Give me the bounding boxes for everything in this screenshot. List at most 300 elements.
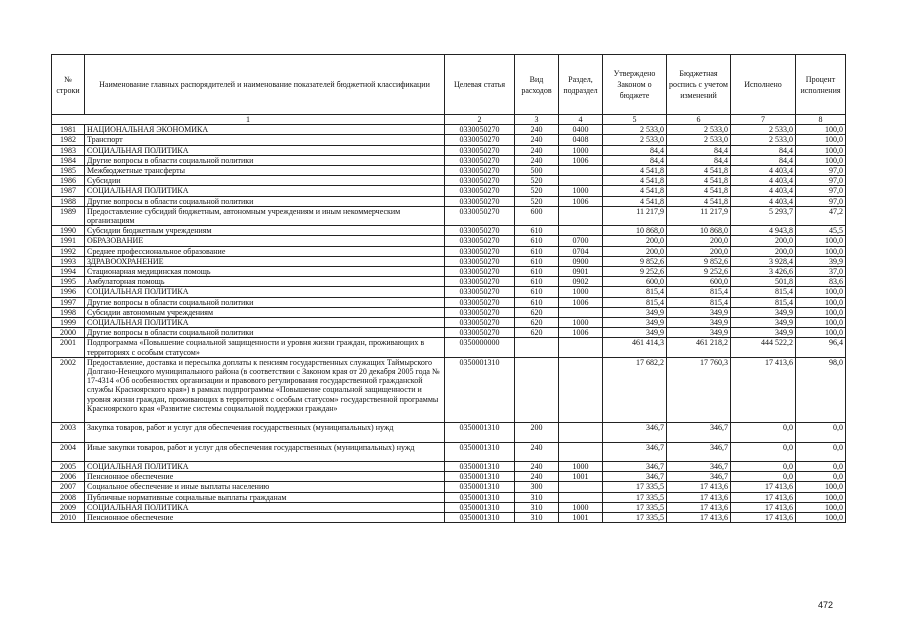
table-row: [52, 482, 846, 492]
row-target-cell: 0330050270: [445, 145, 515, 155]
row-approved-cell: 2 533,0: [603, 125, 667, 135]
row-target-cell: 0330050270: [445, 125, 515, 135]
row-target-cell: 0350001310: [445, 462, 515, 472]
row-percent-cell: 100,0: [796, 145, 846, 155]
row-target-cell: 0330050270: [445, 226, 515, 236]
row-percent-cell: 100,0: [796, 287, 846, 297]
row-target-cell: 0330050270: [445, 155, 515, 165]
row-approved-cell: 17 335,5: [603, 502, 667, 512]
row-list-cell: 4 541,8: [667, 196, 731, 206]
row-number-cell: 1986: [52, 176, 85, 186]
row-approved-cell: 200,0: [603, 236, 667, 246]
row-number-cell: 1982: [52, 135, 85, 145]
row-name-cell: Транспорт: [85, 135, 445, 145]
row-number-cell: 1983: [52, 145, 85, 155]
row-percent-cell: 45,5: [796, 226, 846, 236]
row-section-cell: [559, 357, 603, 422]
table-row: [52, 256, 846, 266]
row-number-cell: 2006: [52, 472, 85, 482]
column-number: 4: [559, 115, 603, 125]
row-name-cell: Стационарная медицинская помощь: [85, 267, 445, 277]
row-approved-cell: 346,7: [603, 423, 667, 442]
table-header: [52, 55, 846, 125]
row-type-cell: 240: [515, 442, 559, 461]
row-approved-cell: 815,4: [603, 297, 667, 307]
table-row: [52, 226, 846, 236]
row-name-cell: Подпрограмма «Повышение социальной защищенности и уровня жизни граждан, проживающих в территориях с особым статусом»: [85, 338, 445, 357]
row-number-cell: 2010: [52, 513, 85, 523]
row-executed-cell: 4 403,4: [731, 196, 796, 206]
table-row: [52, 206, 846, 225]
row-executed-cell: 815,4: [731, 297, 796, 307]
row-number-cell: 1988: [52, 196, 85, 206]
row-target-cell: 0330050270: [445, 307, 515, 317]
row-approved-cell: 84,4: [603, 155, 667, 165]
row-executed-cell: 84,4: [731, 145, 796, 155]
row-executed-cell: 17 413,6: [731, 482, 796, 492]
row-section-cell: [559, 166, 603, 176]
row-target-cell: 0330050270: [445, 318, 515, 328]
row-section-cell: [559, 492, 603, 502]
row-target-cell: 0330050270: [445, 256, 515, 266]
table-row: [52, 357, 846, 422]
row-name-cell: Пенсионное обеспечение: [85, 513, 445, 523]
row-percent-cell: 83,6: [796, 277, 846, 287]
row-target-cell: 0350001310: [445, 423, 515, 442]
row-section-cell: [559, 442, 603, 461]
row-percent-cell: 0,0: [796, 472, 846, 482]
row-name-cell: Предоставление субсидий бюджетным, автономным учреждениям и иным некоммерческим организациям: [85, 206, 445, 225]
row-list-cell: 11 217,9: [667, 206, 731, 225]
header-budget-list: Бюджетная роспись с учетом изменений: [667, 55, 731, 115]
row-name-cell: Предоставление, доставка и пересылка доплаты к пенсиям государственных служащих Таймырского Долгано-Ненецкого муниципального района (в соответствии с Законом края от 20 декабря 2005 года № 17-4314 «Об особенностях организации и правового регулирования государственной гражданской службы Красноярского края») в рамках подпрограммы «Повышение социальной защищенности и уровня жизни граждан, проживающих в территориях с особым статусом» государственной программы Красноярского края «Развитие системы социальной поддержки граждан»: [85, 357, 445, 422]
row-executed-cell: 0,0: [731, 472, 796, 482]
row-list-cell: 346,7: [667, 472, 731, 482]
row-list-cell: 4 541,8: [667, 176, 731, 186]
row-executed-cell: 4 403,4: [731, 176, 796, 186]
row-type-cell: 610: [515, 287, 559, 297]
row-number-cell: 1996: [52, 287, 85, 297]
row-number-cell: 2000: [52, 328, 85, 338]
row-executed-cell: 349,9: [731, 307, 796, 317]
row-approved-cell: 349,9: [603, 328, 667, 338]
row-list-cell: 2 533,0: [667, 135, 731, 145]
row-name-cell: Межбюджетные трансферты: [85, 166, 445, 176]
row-type-cell: 500: [515, 166, 559, 176]
row-section-cell: [559, 206, 603, 225]
table-row: [52, 328, 846, 338]
row-number-cell: 1987: [52, 186, 85, 196]
row-approved-cell: 4 541,8: [603, 166, 667, 176]
row-type-cell: 240: [515, 145, 559, 155]
row-target-cell: 0330050270: [445, 135, 515, 145]
column-number: 7: [731, 115, 796, 125]
row-list-cell: 200,0: [667, 236, 731, 246]
table-row: [52, 277, 846, 287]
row-list-cell: 346,7: [667, 423, 731, 442]
row-approved-cell: 10 868,0: [603, 226, 667, 236]
row-section-cell: 0700: [559, 236, 603, 246]
row-list-cell: 17 413,6: [667, 513, 731, 523]
header-section: Раздел, подраздел: [559, 55, 603, 115]
row-number-cell: 2005: [52, 462, 85, 472]
row-type-cell: 610: [515, 297, 559, 307]
row-section-cell: 1001: [559, 472, 603, 482]
header-percent: Процент исполнения: [796, 55, 846, 115]
row-percent-cell: 37,0: [796, 267, 846, 277]
row-section-cell: 1000: [559, 287, 603, 297]
row-approved-cell: 4 541,8: [603, 176, 667, 186]
row-type-cell: 520: [515, 196, 559, 206]
row-percent-cell: 97,0: [796, 196, 846, 206]
row-percent-cell: 100,0: [796, 246, 846, 256]
table-row: [52, 492, 846, 502]
row-number-cell: 1998: [52, 307, 85, 317]
row-target-cell: 0350001310: [445, 357, 515, 422]
row-number-cell: 2003: [52, 423, 85, 442]
row-percent-cell: 100,0: [796, 328, 846, 338]
header-expense-type: Вид расходов: [515, 55, 559, 115]
page-number: 472: [818, 600, 834, 610]
row-list-cell: 17 413,6: [667, 482, 731, 492]
row-section-cell: 1006: [559, 196, 603, 206]
row-target-cell: 0330050270: [445, 267, 515, 277]
row-percent-cell: 39,9: [796, 256, 846, 266]
table-row: [52, 287, 846, 297]
column-number: 1: [52, 115, 445, 125]
row-executed-cell: 4 403,4: [731, 186, 796, 196]
row-section-cell: 1000: [559, 318, 603, 328]
column-number: 6: [667, 115, 731, 125]
row-percent-cell: 47,2: [796, 206, 846, 225]
column-number: 5: [603, 115, 667, 125]
row-approved-cell: 461 414,3: [603, 338, 667, 357]
row-number-cell: 2008: [52, 492, 85, 502]
row-number-cell: 1994: [52, 267, 85, 277]
row-percent-cell: 100,0: [796, 297, 846, 307]
table-row: [52, 338, 846, 357]
budget-report-sheet: [51, 54, 845, 523]
row-number-cell: 1993: [52, 256, 85, 266]
table-row: [52, 246, 846, 256]
table-row: [52, 186, 846, 196]
row-approved-cell: 9 252,6: [603, 267, 667, 277]
row-type-cell: 200: [515, 423, 559, 442]
row-approved-cell: 815,4: [603, 287, 667, 297]
row-type-cell: 610: [515, 267, 559, 277]
row-executed-cell: 5 293,7: [731, 206, 796, 225]
header-approved: Утверждено Законом о бюджете: [603, 55, 667, 115]
row-approved-cell: 349,9: [603, 318, 667, 328]
row-name-cell: Субсидии автономным учреждениям: [85, 307, 445, 317]
row-percent-cell: 97,0: [796, 176, 846, 186]
row-number-cell: 2004: [52, 442, 85, 461]
row-section-cell: [559, 482, 603, 492]
row-target-cell: 0350001310: [445, 482, 515, 492]
row-executed-cell: 0,0: [731, 442, 796, 461]
row-number-cell: 1981: [52, 125, 85, 135]
row-target-cell: 0350001310: [445, 513, 515, 523]
row-name-cell: СОЦИАЛЬНАЯ ПОЛИТИКА: [85, 318, 445, 328]
row-list-cell: 17 413,6: [667, 492, 731, 502]
row-type-cell: 610: [515, 277, 559, 287]
row-approved-cell: 17 682,2: [603, 357, 667, 422]
row-list-cell: 349,9: [667, 307, 731, 317]
row-list-cell: 349,9: [667, 318, 731, 328]
row-name-cell: СОЦИАЛЬНАЯ ПОЛИТИКА: [85, 502, 445, 512]
row-section-cell: [559, 423, 603, 442]
row-percent-cell: 100,0: [796, 135, 846, 145]
row-approved-cell: 11 217,9: [603, 206, 667, 225]
row-target-cell: 0350001310: [445, 472, 515, 482]
row-percent-cell: 97,0: [796, 166, 846, 176]
row-target-cell: 0330050270: [445, 297, 515, 307]
row-section-cell: 1006: [559, 155, 603, 165]
row-executed-cell: 4 943,8: [731, 226, 796, 236]
row-type-cell: 610: [515, 256, 559, 266]
table-body: [52, 125, 846, 523]
row-list-cell: 4 541,8: [667, 166, 731, 176]
row-name-cell: СОЦИАЛЬНАЯ ПОЛИТИКА: [85, 287, 445, 297]
row-executed-cell: 3 928,4: [731, 256, 796, 266]
table-row: [52, 442, 846, 461]
row-target-cell: 0330050270: [445, 196, 515, 206]
row-number-cell: 1997: [52, 297, 85, 307]
row-approved-cell: 346,7: [603, 462, 667, 472]
row-target-cell: 0330050270: [445, 246, 515, 256]
row-section-cell: 1006: [559, 328, 603, 338]
table-row: [52, 236, 846, 246]
table-row: [52, 267, 846, 277]
row-executed-cell: 3 426,6: [731, 267, 796, 277]
row-approved-cell: 600,0: [603, 277, 667, 287]
row-name-cell: Иные закупки товаров, работ и услуг для обеспечения государственных (муниципальных) нужд: [85, 442, 445, 461]
row-section-cell: 0400: [559, 125, 603, 135]
row-type-cell: 240: [515, 155, 559, 165]
row-list-cell: 815,4: [667, 297, 731, 307]
row-executed-cell: 4 403,4: [731, 166, 796, 176]
row-percent-cell: 100,0: [796, 513, 846, 523]
row-percent-cell: 100,0: [796, 482, 846, 492]
row-type-cell: [515, 357, 559, 422]
row-list-cell: 346,7: [667, 462, 731, 472]
row-percent-cell: 100,0: [796, 236, 846, 246]
row-executed-cell: 200,0: [731, 246, 796, 256]
row-list-cell: 346,7: [667, 442, 731, 461]
row-executed-cell: 0,0: [731, 423, 796, 442]
row-approved-cell: 200,0: [603, 246, 667, 256]
column-number: 2: [445, 115, 515, 125]
row-name-cell: НАЦИОНАЛЬНАЯ ЭКОНОМИКА: [85, 125, 445, 135]
table-row: [52, 166, 846, 176]
row-list-cell: 815,4: [667, 287, 731, 297]
table-row: [52, 502, 846, 512]
row-section-cell: 1001: [559, 513, 603, 523]
row-section-cell: 1000: [559, 462, 603, 472]
row-name-cell: Публичные нормативные социальные выплаты гражданам: [85, 492, 445, 502]
row-list-cell: 9 252,6: [667, 267, 731, 277]
row-approved-cell: 4 541,8: [603, 186, 667, 196]
row-number-cell: 1984: [52, 155, 85, 165]
row-list-cell: 4 541,8: [667, 186, 731, 196]
row-target-cell: 0330050270: [445, 287, 515, 297]
row-type-cell: [515, 338, 559, 357]
row-executed-cell: 17 413,6: [731, 513, 796, 523]
row-percent-cell: 97,0: [796, 186, 846, 196]
row-executed-cell: 2 533,0: [731, 125, 796, 135]
table-row: [52, 155, 846, 165]
row-executed-cell: 2 533,0: [731, 135, 796, 145]
row-number-cell: 2009: [52, 502, 85, 512]
row-executed-cell: 17 413,6: [731, 502, 796, 512]
row-number-cell: 1999: [52, 318, 85, 328]
row-target-cell: 0330050270: [445, 277, 515, 287]
row-section-cell: [559, 176, 603, 186]
row-target-cell: 0330050270: [445, 166, 515, 176]
header-target-article: Целевая статья: [445, 55, 515, 115]
row-name-cell: СОЦИАЛЬНАЯ ПОЛИТИКА: [85, 186, 445, 196]
table-row: [52, 196, 846, 206]
row-list-cell: 10 868,0: [667, 226, 731, 236]
row-target-cell: 0350000000: [445, 338, 515, 357]
row-executed-cell: 349,9: [731, 318, 796, 328]
row-approved-cell: 17 335,5: [603, 513, 667, 523]
row-section-cell: [559, 338, 603, 357]
row-target-cell: 0350001310: [445, 502, 515, 512]
row-list-cell: 600,0: [667, 277, 731, 287]
table-row: [52, 423, 846, 442]
row-percent-cell: 100,0: [796, 502, 846, 512]
row-section-cell: 1000: [559, 502, 603, 512]
table-row: [52, 513, 846, 523]
row-approved-cell: 17 335,5: [603, 482, 667, 492]
row-percent-cell: 100,0: [796, 492, 846, 502]
row-target-cell: 0330050270: [445, 186, 515, 196]
row-target-cell: 0330050270: [445, 236, 515, 246]
table-row: [52, 318, 846, 328]
row-approved-cell: 346,7: [603, 442, 667, 461]
row-type-cell: 240: [515, 462, 559, 472]
row-number-cell: 2001: [52, 338, 85, 357]
row-approved-cell: 2 533,0: [603, 135, 667, 145]
row-section-cell: 0901: [559, 267, 603, 277]
row-target-cell: 0330050270: [445, 206, 515, 225]
row-type-cell: 620: [515, 318, 559, 328]
row-name-cell: ЗДРАВООХРАНЕНИЕ: [85, 256, 445, 266]
row-type-cell: 310: [515, 502, 559, 512]
row-approved-cell: 17 335,5: [603, 492, 667, 502]
row-list-cell: 17 413,6: [667, 502, 731, 512]
row-section-cell: [559, 226, 603, 236]
row-executed-cell: 815,4: [731, 287, 796, 297]
row-name-cell: Другие вопросы в области социальной политики: [85, 196, 445, 206]
row-section-cell: 0902: [559, 277, 603, 287]
row-list-cell: 200,0: [667, 246, 731, 256]
row-approved-cell: 346,7: [603, 472, 667, 482]
row-type-cell: 620: [515, 307, 559, 317]
row-type-cell: 520: [515, 176, 559, 186]
header-row-number: № строки: [52, 55, 85, 115]
row-approved-cell: 84,4: [603, 145, 667, 155]
table-row: [52, 297, 846, 307]
row-name-cell: Пенсионное обеспечение: [85, 472, 445, 482]
table-row: [52, 472, 846, 482]
row-percent-cell: 100,0: [796, 318, 846, 328]
column-number-row: [52, 115, 846, 125]
row-number-cell: 1985: [52, 166, 85, 176]
row-number-cell: 1992: [52, 246, 85, 256]
row-name-cell: Закупка товаров, работ и услуг для обеспечения государственных (муниципальных) нужд: [85, 423, 445, 442]
row-list-cell: 461 218,2: [667, 338, 731, 357]
row-executed-cell: 17 413,6: [731, 492, 796, 502]
table-row: [52, 145, 846, 155]
row-percent-cell: 96,4: [796, 338, 846, 357]
row-name-cell: Другие вопросы в области социальной политики: [85, 155, 445, 165]
row-percent-cell: 0,0: [796, 442, 846, 461]
row-section-cell: 1006: [559, 297, 603, 307]
row-name-cell: Субсидии бюджетным учреждениям: [85, 226, 445, 236]
row-list-cell: 2 533,0: [667, 125, 731, 135]
table-row: [52, 462, 846, 472]
row-type-cell: 300: [515, 482, 559, 492]
row-type-cell: 620: [515, 328, 559, 338]
row-type-cell: 240: [515, 135, 559, 145]
row-section-cell: 0704: [559, 246, 603, 256]
row-section-cell: 1000: [559, 186, 603, 196]
row-name-cell: СОЦИАЛЬНАЯ ПОЛИТИКА: [85, 462, 445, 472]
row-number-cell: 2002: [52, 357, 85, 422]
row-percent-cell: 0,0: [796, 462, 846, 472]
row-type-cell: 520: [515, 186, 559, 196]
row-type-cell: 600: [515, 206, 559, 225]
row-executed-cell: 444 522,2: [731, 338, 796, 357]
header-executed: Исполнено: [731, 55, 796, 115]
row-section-cell: 0900: [559, 256, 603, 266]
row-type-cell: 610: [515, 246, 559, 256]
row-section-cell: [559, 307, 603, 317]
row-type-cell: 240: [515, 125, 559, 135]
row-number-cell: 1995: [52, 277, 85, 287]
row-type-cell: 310: [515, 492, 559, 502]
row-target-cell: 0330050270: [445, 176, 515, 186]
header-name: Наименование главных распорядителей и наименование показателей бюджетной классификации: [85, 55, 445, 115]
row-percent-cell: 0,0: [796, 423, 846, 442]
row-name-cell: ОБРАЗОВАНИЕ: [85, 236, 445, 246]
column-number: 8: [796, 115, 846, 125]
row-executed-cell: 0,0: [731, 462, 796, 472]
row-name-cell: Другие вопросы в области социальной политики: [85, 328, 445, 338]
row-percent-cell: 98,0: [796, 357, 846, 422]
row-type-cell: 240: [515, 472, 559, 482]
row-type-cell: 610: [515, 236, 559, 246]
row-section-cell: 1000: [559, 145, 603, 155]
row-approved-cell: 9 852,6: [603, 256, 667, 266]
row-executed-cell: 17 413,6: [731, 357, 796, 422]
row-name-cell: Субсидии: [85, 176, 445, 186]
row-name-cell: Амбулаторная помощь: [85, 277, 445, 287]
table-row: [52, 176, 846, 186]
row-number-cell: 1990: [52, 226, 85, 236]
row-section-cell: 0408: [559, 135, 603, 145]
row-type-cell: 610: [515, 226, 559, 236]
row-name-cell: Социальное обеспечение и иные выплаты населению: [85, 482, 445, 492]
row-approved-cell: 349,9: [603, 307, 667, 317]
row-type-cell: 310: [515, 513, 559, 523]
row-executed-cell: 84,4: [731, 155, 796, 165]
row-approved-cell: 4 541,8: [603, 196, 667, 206]
row-target-cell: 0330050270: [445, 328, 515, 338]
row-target-cell: 0350001310: [445, 492, 515, 502]
